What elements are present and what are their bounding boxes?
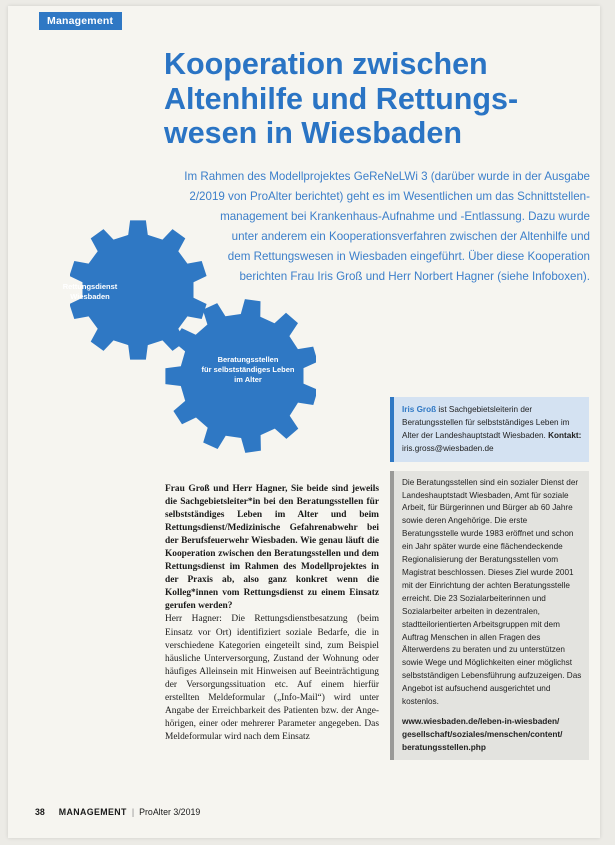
page-number: 38 xyxy=(35,807,45,817)
interview-answer: Herr Hagner: Die Rettungsdienstbesatzung (beim Einsatz vor Ort) identifiziert soziale Bedarfe, die in verschiedene Kategorien eingeteilt sind, zum Beispiel häusliche Unterversorgung, Zustand der Wohnung oder häufiges Alleinsein mit Hinweisen auf Beeinträchtigung der Versorgungssituation etc. Auf einem hierfür erstellten Meldeformular („Info-Mail“) wird unter Angabe der Erreichbarkeit des Patienten bzw. der Angehörigen, einer oder mehrerer Parameter angegeben. Das Meldeformular wird nach dem Einsatz xyxy=(165,614,379,742)
infobox-description xyxy=(390,471,589,760)
gear-left-label: Rettungsdienst Wiesbaden xyxy=(62,282,118,301)
lead-line: unter anderem ein Kooperationsverfahren zwischen der Altenhilfe und xyxy=(231,229,590,243)
lead-line: 2/2019 von ProAlter berichtet) geht es im Wesentlichen um das Schnittstellen- xyxy=(189,189,590,203)
interview-column xyxy=(165,483,379,744)
lead-line: berichten Frau Iris Groß und Herr Norbert Hagner (siehe Infoboxen). xyxy=(239,269,590,283)
author-name: Iris Groß xyxy=(402,405,437,414)
footer-section: MANAGEMENT xyxy=(58,807,127,817)
page-footer xyxy=(35,807,200,817)
title-line: Kooperation zwischen xyxy=(164,47,488,81)
contact-label: Kontakt: xyxy=(548,430,582,440)
section-tag: Management xyxy=(39,12,122,30)
title-line: wesen in Wiesbaden xyxy=(164,116,463,150)
infobox-link[interactable]: www.wiesbaden.de/leben-in-wiesbaden/ gesellschaft/soziales/menschen/content/ beratungsstellen.php xyxy=(402,715,563,752)
footer-separator: | xyxy=(131,807,135,817)
infobox-author xyxy=(390,397,589,462)
lead-line: dem Rettungswesen in Wiesbaden eingeführt. Über diese Kooperation xyxy=(227,249,590,263)
gear-right-label: Beratungsstellen für selbstständiges Leben im Alter xyxy=(201,355,295,384)
article-title xyxy=(164,47,584,151)
footer-issue: ProAlter 3/2019 xyxy=(139,807,201,817)
lead-line: Im Rahmen des Modellprojektes GeReNeLWi 3 (darüber wurde in der Ausgabe xyxy=(184,170,590,183)
infobox xyxy=(390,397,589,760)
infobox-body-text: Die Beratungsstellen sind ein sozialer Dienst der Landeshauptstadt Wiesbaden, Amt für soziale Arbeit, für Bürgerinnen und Bürger ab 60 Jahre sowie deren Angehörige. Die erste Beratungsstelle wurde 1983 eröffnet und schon ein Jahr später wurde eine flächendeckende Regionalisierung der Beratungsstellen vom Magistrat beschlossen. Dieses Ziel wurde 2001 mit der Einrichtung der achten Beratungsstelle erreicht. Die 23 Sozialarbeiterinnen und Sozialarbeiter arbeiten in dezentralen, stadtteilorientierten Arbeitsgruppen mit dem Auftrag Menschen in allen Fragen des Älterwerdens zu beraten und zu unterstützen sowie Wege und Möglichkeiten einer möglichst selbstständigen Lebensführung aufzuzeigen. Das Angebot ist aufsuchend ausgerichtet und kostenlos. xyxy=(402,477,582,707)
interview-question: Frau Groß und Herr Hagner, Sie beide sind jeweils die Sachgebietsleiter*in bei den Beratungsstellen für selbstständiges Leben im Alter und beim Rettungsdienst/Medizinische Gefahrenabwehr bei der Berufsfeuerwehr Wiesbaden. Wie genau läuft die Kooperation zwischen den Beratungsstellen und dem Rettungsdienst im Rahmen des Modellprojektes in der Praxis ab, also ganz konkret wenn die Kolleg*innen vom Rettungsdienst zu einem Einsatz gerufen werden? xyxy=(165,484,379,612)
title-line: Altenhilfe und Rettungs- xyxy=(164,81,519,116)
contact-email: iris.gross@wiesbaden.de xyxy=(402,443,494,453)
gears-illustration xyxy=(70,218,316,458)
magazine-page xyxy=(8,6,600,838)
lead-line: management bei Krankenhaus-Aufnahme und -Entlassung. Dazu wurde xyxy=(220,209,590,223)
author-desc: ist Sachgebietsleiterin der Beratungsstellen für selbstständiges Leben im Alter der Landeshauptstadt Wiesbaden. xyxy=(402,405,570,440)
